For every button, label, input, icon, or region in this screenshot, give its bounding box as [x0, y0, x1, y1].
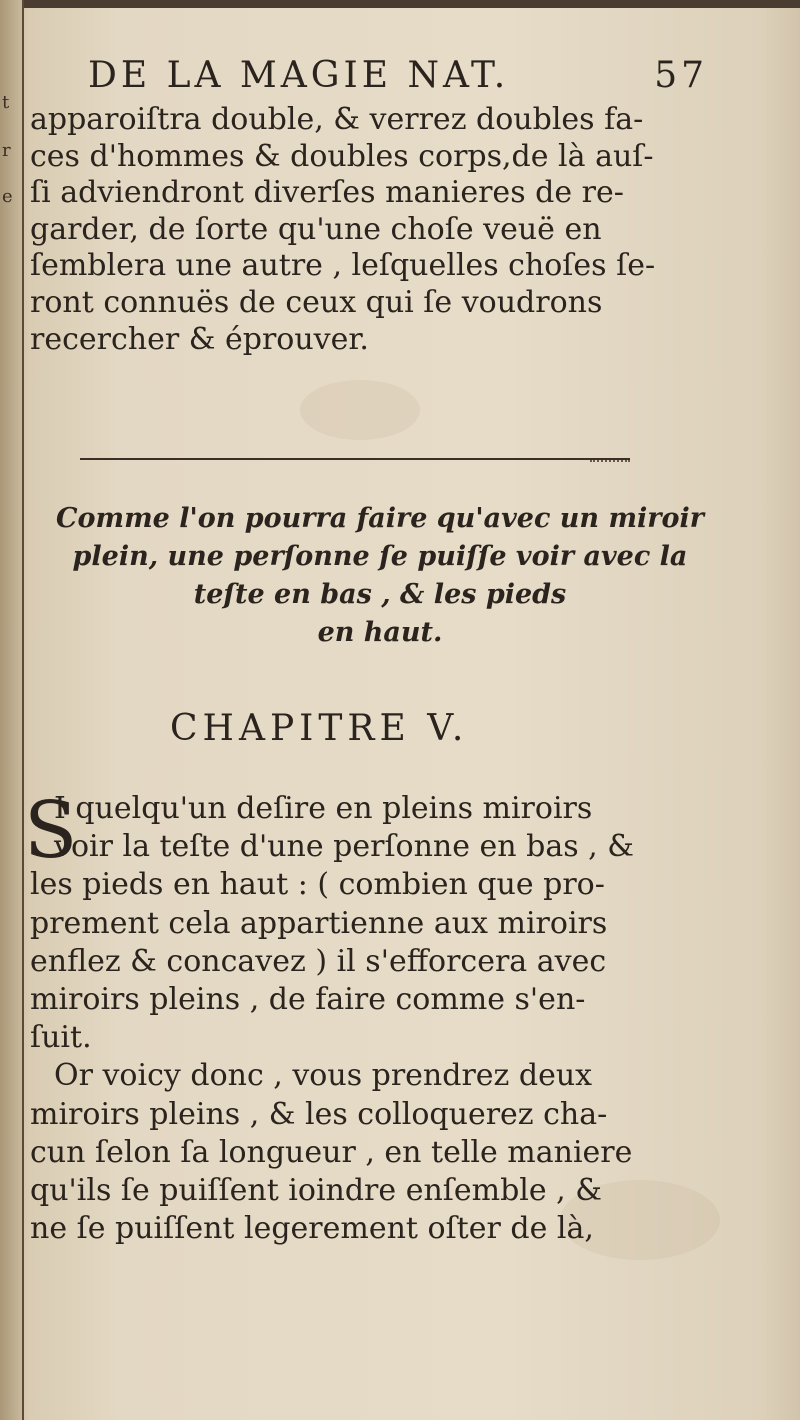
text-line: I quelqu'un deſire en pleins miroirs — [54, 791, 593, 826]
page-content — [24, 10, 770, 1410]
text-line: ront connuës de ceux qui ſe voudrons — [30, 284, 603, 320]
title-line: Comme l'on pourra faire qu'avec un miroir — [56, 503, 704, 534]
gutter-letter: t — [2, 92, 10, 113]
section-divider-rule — [80, 458, 630, 460]
text-line: apparoiſtra double, & verrez doubles fa- — [30, 102, 644, 137]
running-head-title: DE LA MAGIE NAT. — [88, 55, 510, 96]
gutter-letter: r — [2, 140, 11, 161]
text-line: les pieds en haut : ( combien que pro- — [30, 867, 605, 903]
page-top-edge — [0, 0, 800, 8]
title-line: teſte en bas , & les pieds — [193, 579, 567, 610]
drop-cap: S — [24, 786, 78, 876]
text-line: miroirs pleins , & les colloquerez cha- — [30, 1096, 608, 1132]
section-title — [30, 500, 730, 652]
text-line: ne ſe puiſſent legerement oſter de là, — [30, 1211, 594, 1247]
text-line: prement cela appartienne aux miroirs — [30, 905, 608, 941]
text-line: garder, de ſorte qu'une choſe veuë en — [30, 211, 602, 247]
text-line: ces d'hommes & doubles corps,de là auſ- — [30, 138, 654, 174]
running-head — [88, 54, 708, 98]
text-line: cun ſelon ſa longueur , en telle maniere — [30, 1134, 633, 1170]
gutter-letter: e — [2, 186, 13, 207]
text-line: qu'ils ſe puiſſent ioindre enſemble , & — [30, 1173, 602, 1209]
chapter-body — [30, 790, 720, 1248]
text-line: voir la teſte d'une perſonne en bas , & — [54, 829, 634, 865]
text-line: Or voicy donc , vous prendrez deux — [54, 1058, 593, 1094]
text-line: ſemblera une autre , leſquelles choſes ſe- — [30, 248, 656, 284]
title-line: en haut. — [317, 617, 443, 648]
text-line: enflez & concavez ) il s'efforcera avec — [30, 943, 607, 979]
facing-page-edge — [0, 0, 24, 1420]
paragraph-continued — [30, 102, 720, 358]
page-number: 57 — [654, 55, 708, 96]
text-line: ſuit. — [30, 1020, 92, 1056]
text-line: ſi adviendront diverſes manieres de re- — [30, 175, 624, 211]
chapter-heading: CHAPITRE V. — [170, 708, 469, 749]
text-line: recercher & éprouver. — [30, 321, 369, 357]
divider-ornament — [590, 448, 630, 462]
text-line: miroirs pleins , de faire comme s'en- — [30, 982, 586, 1018]
title-line: plein, une perſonne ſe puiſſe voir avec la — [72, 541, 688, 572]
